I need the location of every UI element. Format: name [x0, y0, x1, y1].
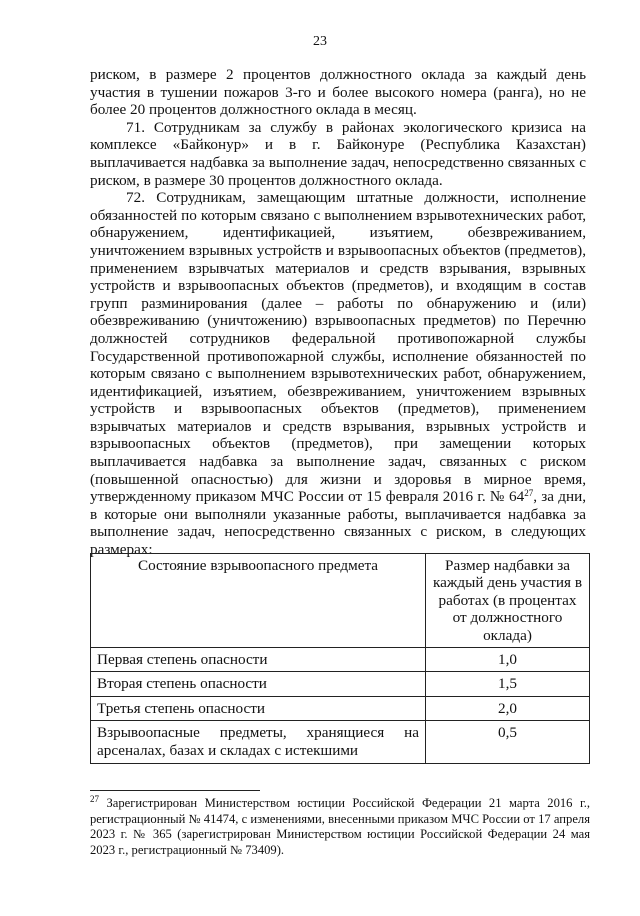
footnote-reference: 27	[524, 488, 534, 499]
table-header-state: Состояние взрывоопасного предмета	[91, 554, 426, 648]
allowance-table	[90, 553, 590, 764]
table-cell-state-text: Взрывоопасные предметы, хранящиеся на арсеналах, базах и складах с истекшими	[97, 724, 419, 759]
table-row	[91, 672, 590, 696]
footnote-text: Зарегистрирован Министерством юстиции Российской Федерации 21 марта 2016 г., регистрационный № 41474, с изменениями, внесенными приказом МЧС России от 17 апреля 2023 г. № 365 (зарегистрирован Министерством юстиции Российской Федерации 24 мая 2023 г., регистрационный № 73409).	[90, 796, 590, 857]
paragraph-70-continuation: риском, в размере 2 процентов должностного оклада за каждый день участия в тушении пожаров 3-го и более высокого номера (ранга), но не более 20 процентов должностного оклада в месяц.	[90, 66, 586, 119]
table-cell-state	[91, 721, 426, 764]
document-body	[90, 66, 586, 559]
page-number: 23	[313, 34, 327, 49]
table-cell-state: Третья степень опасности	[91, 696, 426, 720]
paragraph-72-text: 72. Сотрудникам, замещающим штатные должности, исполнение обязанностей по которым связано с выполнением взрывотехнических работ, обнаружением, идентификацией, изъятием, обезвреживанием, уничтожением взрывных устройств и взрывоопасных объектов (предметов), применением взрывчатых материалов и средств взрывания, взрывных устройств и взрывоопасных объектов (предметов), и входящим в состав групп разминирования (далее – работы по обнаружению и (или) обезвреживанию (уничтожению) взрывоопасных предметов) по Перечню должностей сотрудников федеральной противопожарной службы Государственной противопожарной службы, исполнение обязанностей по которым связано с выполнением взрывотехнических работ, обнаружением, идентификацией, изъятием, обезвреживанием, уничтожением взрывных устройств и взрывоопасных объектов (предметов), применением взрывчатых материалов и средств взрывания, взрывных устройств и взрывоопасных объектов (предметов), при замещении которых выплачивается надбавка за выполнение задач, связанных с риском (повышенной опасностью) для жизни и здоровья в мирное время, утвержденному приказом МЧС России от 15 февраля 2016 г. № 64	[90, 189, 586, 506]
table-cell-rate: 1,5	[426, 672, 590, 696]
table-row	[91, 696, 590, 720]
footnote-marker: 27	[90, 794, 99, 804]
paragraph-72	[90, 189, 586, 558]
footnote-separator	[90, 790, 260, 791]
table-cell-rate: 1,0	[426, 648, 590, 672]
table-row	[91, 721, 590, 764]
table-header-rate: Размер надбавки за каждый день участия в работах (в процентах от должностного оклада)	[426, 554, 590, 648]
table-cell-state: Вторая степень опасности	[91, 672, 426, 696]
table-cell-state: Первая степень опасности	[91, 648, 426, 672]
table-cell-rate: 0,5	[426, 721, 590, 764]
table-cell-rate: 2,0	[426, 696, 590, 720]
table-header-row	[91, 554, 590, 648]
footnote	[90, 796, 590, 858]
paragraph-72-text-end: , за дни, в которые они выполняли указанные работы, выплачивается надбавка за выполнение задач, непосредственно связанных с риском, в следующих размерах:	[90, 488, 586, 559]
paragraph-71: 71. Сотрудникам за службу в районах экологического кризиса на комплексе «Байконур» и в г. Байконуре (Республика Казахстан) выплачивается надбавка за выполнение задач, непосредственно связанных с риском, в размере 30 процентов должностного оклада.	[90, 118, 586, 189]
table-row	[91, 648, 590, 672]
